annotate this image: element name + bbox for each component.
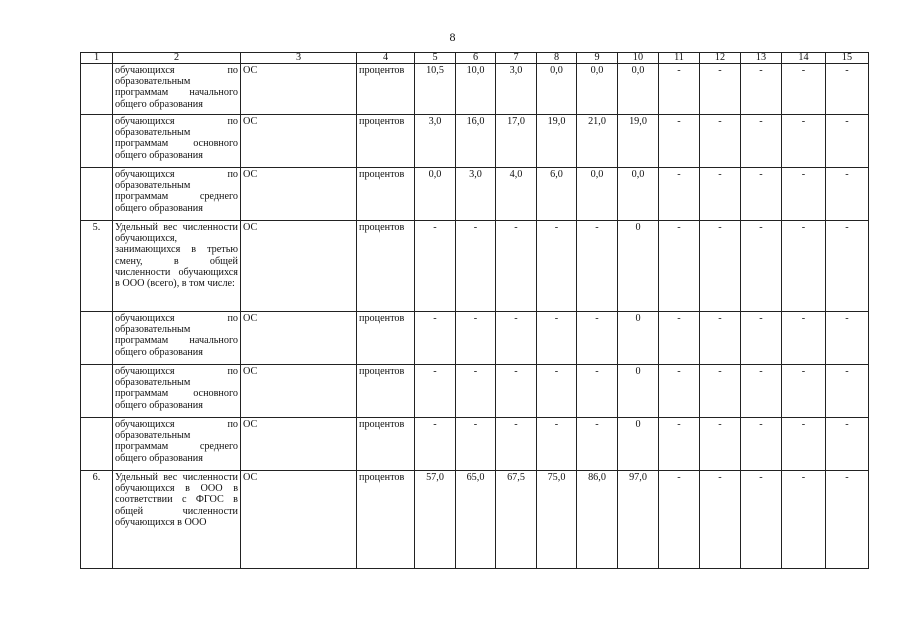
indicator-name-cell: обучающихся по образовательным программам начального общего образования: [113, 312, 241, 365]
row-number-cell: [81, 168, 113, 221]
indicator-name-cell: Удельный вес численности обучающихся в ООО в соответствии с ФГОС в общей численности обучающихся в ООО: [113, 471, 241, 569]
row-number-cell: [81, 365, 113, 418]
value-cell: -: [496, 312, 537, 365]
value-cell: -: [741, 471, 782, 569]
unit-cell: процентов: [357, 365, 415, 418]
row-number-cell: 6.: [81, 471, 113, 569]
value-cell: 4,0: [496, 168, 537, 221]
table-row: [81, 312, 869, 365]
value-cell: -: [782, 221, 826, 312]
value-cell: -: [700, 168, 741, 221]
value-cell: -: [700, 221, 741, 312]
source-cell: ОС: [241, 471, 357, 569]
indicator-name-cell: обучающихся по образовательным программам основного общего образования: [113, 115, 241, 168]
value-cell: -: [415, 418, 456, 471]
value-cell: -: [700, 312, 741, 365]
value-cell: 17,0: [496, 115, 537, 168]
value-cell: -: [782, 168, 826, 221]
value-cell: 21,0: [577, 115, 618, 168]
header-cell: 8: [537, 53, 577, 64]
header-cell: 7: [496, 53, 537, 64]
value-cell: -: [537, 312, 577, 365]
indicator-table: [80, 52, 869, 569]
table-row: [81, 221, 869, 312]
source-cell: ОС: [241, 221, 357, 312]
value-cell: -: [577, 365, 618, 418]
table-row: [81, 115, 869, 168]
row-number-cell: [81, 115, 113, 168]
unit-cell: процентов: [357, 168, 415, 221]
value-cell: -: [537, 418, 577, 471]
value-cell: 86,0: [577, 471, 618, 569]
value-cell: -: [577, 312, 618, 365]
indicator-name-cell: обучающихся по образовательным программам основного общего образования: [113, 365, 241, 418]
unit-cell: процентов: [357, 221, 415, 312]
value-cell: 10,5: [415, 64, 456, 115]
source-cell: ОС: [241, 365, 357, 418]
indicator-name-cell: Удельный вес численности обучающихся, занимающихся в третью смену, в общей численности обучающихся в ООО (всего), в том числе:: [113, 221, 241, 312]
value-cell: -: [577, 221, 618, 312]
source-cell: ОС: [241, 168, 357, 221]
value-cell: 6,0: [537, 168, 577, 221]
value-cell: -: [700, 471, 741, 569]
value-cell: -: [659, 168, 700, 221]
value-cell: -: [700, 365, 741, 418]
value-cell: -: [415, 312, 456, 365]
source-cell: ОС: [241, 418, 357, 471]
header-cell: 1: [81, 53, 113, 64]
value-cell: -: [826, 312, 869, 365]
value-cell: -: [826, 418, 869, 471]
value-cell: 16,0: [456, 115, 496, 168]
value-cell: 0: [618, 418, 659, 471]
value-cell: 0,0: [577, 64, 618, 115]
header-cell: 10: [618, 53, 659, 64]
value-cell: 0: [618, 221, 659, 312]
value-cell: -: [700, 418, 741, 471]
header-cell: 14: [782, 53, 826, 64]
unit-cell: процентов: [357, 418, 415, 471]
value-cell: -: [741, 312, 782, 365]
value-cell: -: [496, 365, 537, 418]
source-cell: ОС: [241, 64, 357, 115]
value-cell: 67,5: [496, 471, 537, 569]
value-cell: 19,0: [537, 115, 577, 168]
header-cell: 2: [113, 53, 241, 64]
value-cell: -: [741, 365, 782, 418]
value-cell: -: [782, 365, 826, 418]
value-cell: -: [741, 221, 782, 312]
table-row: [81, 64, 869, 115]
value-cell: -: [496, 221, 537, 312]
header-cell: 13: [741, 53, 782, 64]
value-cell: -: [782, 471, 826, 569]
header-cell: 4: [357, 53, 415, 64]
header-row: [81, 53, 869, 64]
value-cell: -: [415, 221, 456, 312]
value-cell: -: [700, 64, 741, 115]
indicator-name-cell: обучающихся по образовательным программам среднего общего образования: [113, 168, 241, 221]
value-cell: 75,0: [537, 471, 577, 569]
value-cell: -: [659, 312, 700, 365]
value-cell: -: [456, 312, 496, 365]
value-cell: -: [659, 115, 700, 168]
value-cell: -: [496, 418, 537, 471]
header-cell: 9: [577, 53, 618, 64]
unit-cell: процентов: [357, 471, 415, 569]
value-cell: 0,0: [577, 168, 618, 221]
value-cell: -: [537, 365, 577, 418]
header-cell: 12: [700, 53, 741, 64]
row-number-cell: 5.: [81, 221, 113, 312]
row-number-cell: [81, 312, 113, 365]
unit-cell: процентов: [357, 64, 415, 115]
value-cell: -: [659, 64, 700, 115]
value-cell: -: [741, 418, 782, 471]
source-cell: ОС: [241, 312, 357, 365]
table-row: [81, 471, 869, 569]
value-cell: -: [456, 365, 496, 418]
value-cell: -: [456, 221, 496, 312]
value-cell: -: [456, 418, 496, 471]
value-cell: -: [826, 115, 869, 168]
indicator-name-cell: обучающихся по образовательным программам среднего общего образования: [113, 418, 241, 471]
value-cell: -: [826, 64, 869, 115]
table-row: [81, 418, 869, 471]
value-cell: -: [826, 221, 869, 312]
value-cell: -: [782, 115, 826, 168]
header-cell: 3: [241, 53, 357, 64]
value-cell: -: [659, 365, 700, 418]
value-cell: 0: [618, 312, 659, 365]
header-cell: 11: [659, 53, 700, 64]
value-cell: -: [782, 64, 826, 115]
value-cell: -: [537, 221, 577, 312]
value-cell: 57,0: [415, 471, 456, 569]
row-number-cell: [81, 64, 113, 115]
value-cell: -: [659, 418, 700, 471]
value-cell: 19,0: [618, 115, 659, 168]
value-cell: -: [659, 471, 700, 569]
value-cell: 0,0: [537, 64, 577, 115]
value-cell: -: [826, 471, 869, 569]
value-cell: -: [741, 115, 782, 168]
value-cell: -: [826, 168, 869, 221]
value-cell: 0,0: [618, 64, 659, 115]
value-cell: -: [782, 418, 826, 471]
value-cell: -: [659, 221, 700, 312]
table-row: [81, 365, 869, 418]
unit-cell: процентов: [357, 312, 415, 365]
value-cell: -: [741, 64, 782, 115]
unit-cell: процентов: [357, 115, 415, 168]
value-cell: 10,0: [456, 64, 496, 115]
page-number: 8: [449, 30, 456, 44]
value-cell: 3,0: [496, 64, 537, 115]
value-cell: 0,0: [618, 168, 659, 221]
row-number-cell: [81, 418, 113, 471]
value-cell: 65,0: [456, 471, 496, 569]
value-cell: 3,0: [456, 168, 496, 221]
value-cell: 3,0: [415, 115, 456, 168]
header-cell: 5: [415, 53, 456, 64]
table-row: [81, 168, 869, 221]
value-cell: -: [415, 365, 456, 418]
source-cell: ОС: [241, 115, 357, 168]
indicator-name-cell: обучающихся по образовательным программам начального общего образования: [113, 64, 241, 115]
header-cell: 15: [826, 53, 869, 64]
value-cell: -: [741, 168, 782, 221]
value-cell: 0: [618, 365, 659, 418]
header-cell: 6: [456, 53, 496, 64]
value-cell: -: [782, 312, 826, 365]
value-cell: -: [577, 418, 618, 471]
value-cell: -: [700, 115, 741, 168]
value-cell: 0,0: [415, 168, 456, 221]
value-cell: 97,0: [618, 471, 659, 569]
value-cell: -: [826, 365, 869, 418]
